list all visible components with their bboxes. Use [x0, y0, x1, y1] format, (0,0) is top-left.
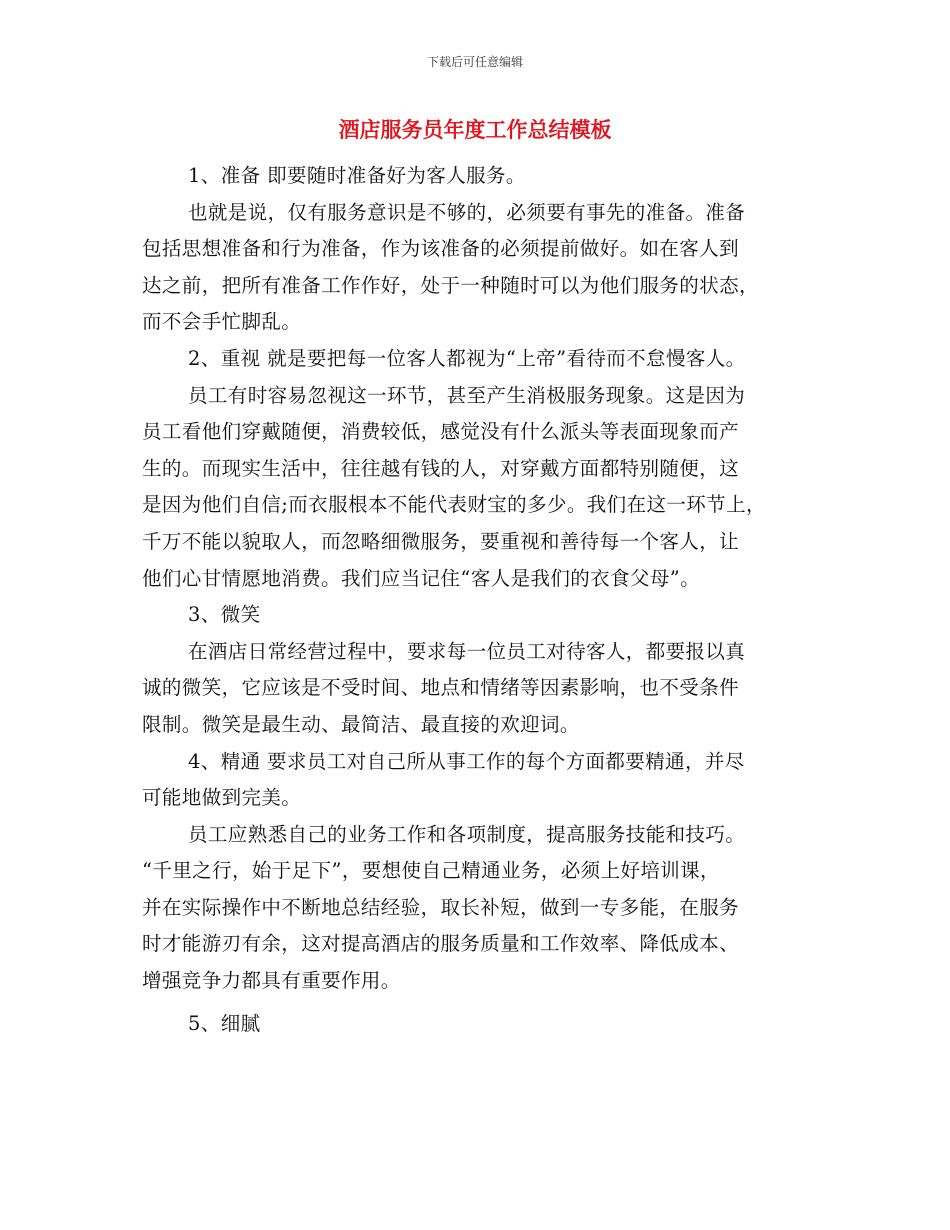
paragraph-line: 员工看他们穿戴随便，消费较低，感觉没有什么派头等表面现象而产	[142, 420, 740, 444]
paragraph-line: 员工应熟悉自己的业务工作和各项制度，提高服务技能和技巧。	[188, 822, 746, 846]
paragraph-line: 而不会手忙脚乱。	[142, 310, 302, 334]
paragraph-line: 达之前，把所有准备工作作好，处于一种随时可以为他们服务的状态，	[142, 273, 759, 297]
paragraph-line: 3、微笑	[188, 603, 261, 627]
paragraph-line: 限制。微笑是最生动、最简洁、最直接的欢迎词。	[142, 712, 580, 736]
paragraph-line: 诚的微笑，它应该是不受时间、地点和情绪等因素影响，也不受条件	[142, 676, 740, 700]
paragraph-line: 在酒店日常经营过程中，要求每一位员工对待客人，都要报以真	[188, 639, 746, 663]
paragraph-line: 生的。而现实生活中，往往越有钱的人，对穿戴方面都特别随便，这	[142, 456, 740, 480]
header-note: 下载后可任意编辑	[426, 55, 523, 69]
paragraph-line: 2、重视 就是要把每一位客人都视为“上帝”看待而不怠慢客人。	[188, 346, 746, 370]
paragraph-line: 1、准备 即要随时准备好为客人服务。	[188, 164, 526, 187]
document-body	[142, 158, 814, 1042]
paragraph-line: 是因为他们自信;而衣服根本不能代表财宝的多少。我们在这一环节上，	[142, 493, 766, 517]
paragraph-line: “千里之行，始于足下”，要想使自己精通业务，必须上好培训课，	[142, 859, 720, 883]
paragraph-line: 并在实际操作中不断地总结经验，取长补短，做到一专多能，在服务	[142, 895, 740, 919]
paragraph-line: 可能地做到完美。	[142, 786, 302, 810]
paragraph-line: 5、细腻	[188, 1011, 261, 1035]
paragraph-line: 增强竞争力都具有重要作用。	[142, 969, 401, 993]
paragraph-line: 也就是说，仅有服务意识是不够的，必须要有事先的准备。准备	[188, 200, 746, 224]
paragraph-line: 时才能游刃有余，这对提高酒店的服务质量和工作效率、降低成本、	[142, 932, 740, 956]
paragraph-line: 他们心甘情愿地消费。我们应当记住“客人是我们的衣食父母”。	[142, 566, 701, 590]
paragraph-line: 包括思想准备和行为准备，作为该准备的必须提前做好。如在客人到	[142, 237, 740, 261]
paragraph-line: 员工有时容易忽视这一环节，甚至产生消极服务现象。这是因为	[188, 383, 746, 407]
paragraph-line: 千万不能以貌取人，而忽略细微服务，要重视和善待每一个客人，让	[142, 529, 740, 553]
paragraph-line: 4、精通 要求员工对自己所从事工作的每个方面都要精通，并尽	[188, 749, 745, 773]
document-title: 酒店服务员年度工作总结模板	[338, 118, 612, 142]
